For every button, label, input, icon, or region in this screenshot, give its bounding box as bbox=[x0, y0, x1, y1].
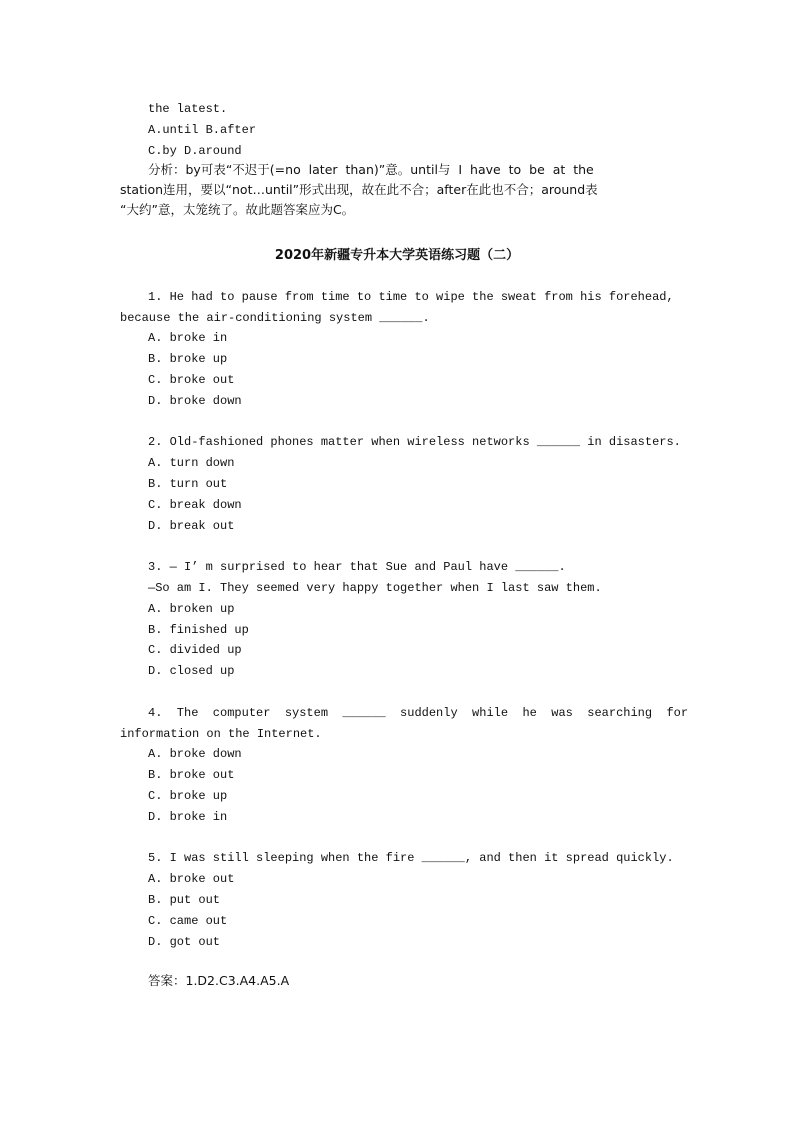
question-3-option-b: B. finished up bbox=[148, 623, 249, 637]
question-1-line-1: 1. He had to pause from time to time to wipe the sweat from his forehead, bbox=[148, 290, 674, 304]
question-3-option-a: A. broken up bbox=[148, 602, 235, 616]
intro-options-ab: A.until B.after bbox=[148, 123, 257, 137]
question-2-line-1: 2. Old-fashioned phones matter when wireless networks ______ in disasters. bbox=[148, 435, 681, 449]
analysis-line-1: 分析：by可表“不迟于(=no later than)”意。until与 I have to be at the bbox=[148, 162, 594, 177]
question-3-line-2: —So am I. They seemed very happy together when I last saw them. bbox=[148, 581, 602, 595]
question-5-option-c: C. came out bbox=[148, 914, 228, 928]
question-3-option-d: D. closed up bbox=[148, 664, 235, 678]
question-1-option-b: B. broke up bbox=[148, 352, 228, 366]
page-title: 2020年新疆专升本大学英语练习题（二） bbox=[274, 248, 520, 263]
question-1-line-2: because the air-conditioning system ______. bbox=[120, 311, 430, 325]
question-2-option-b: B. turn out bbox=[148, 477, 228, 491]
question-4-option-d: D. broke in bbox=[148, 810, 228, 824]
question-1-option-d: D. broke down bbox=[148, 394, 242, 408]
question-1-option-a: A. broke in bbox=[148, 331, 228, 345]
question-5-option-a: A. broke out bbox=[148, 872, 235, 886]
question-4-line-1: 4. The computer system ______ suddenly while he was searching for bbox=[148, 706, 689, 720]
question-3-line-1: 3. — I’ m surprised to hear that Sue and Paul have ______. bbox=[148, 560, 566, 574]
question-2-option-d: D. break out bbox=[148, 519, 235, 533]
question-5-option-b: B. put out bbox=[148, 893, 221, 907]
question-5-line-1: 5. I was still sleeping when the fire ______, and then it spread quickly. bbox=[148, 851, 674, 865]
intro-options-cd: C.by D.around bbox=[148, 144, 242, 158]
question-2-option-c: C. break down bbox=[148, 498, 242, 512]
question-4-option-a: A. broke down bbox=[148, 747, 242, 761]
analysis-line-2: station连用，要以“not…until”形式出现，故在此不合；after在此也不合；around表 bbox=[120, 182, 598, 197]
question-4-line-2: information on the Internet. bbox=[120, 727, 322, 741]
question-3-option-c: C. divided up bbox=[148, 643, 242, 657]
question-1-option-c: C. broke out bbox=[148, 373, 235, 387]
analysis-line-3: “大约”意，太笼统了。故此题答案应为C。 bbox=[120, 202, 355, 217]
answer-key: 答案：1.D2.C3.A4.A5.A bbox=[148, 973, 290, 988]
intro-line: the latest. bbox=[148, 102, 228, 116]
question-4-option-c: C. broke up bbox=[148, 789, 228, 803]
question-5-option-d: D. got out bbox=[148, 935, 221, 949]
question-4-option-b: B. broke out bbox=[148, 768, 235, 782]
question-2-option-a: A. turn down bbox=[148, 456, 235, 470]
